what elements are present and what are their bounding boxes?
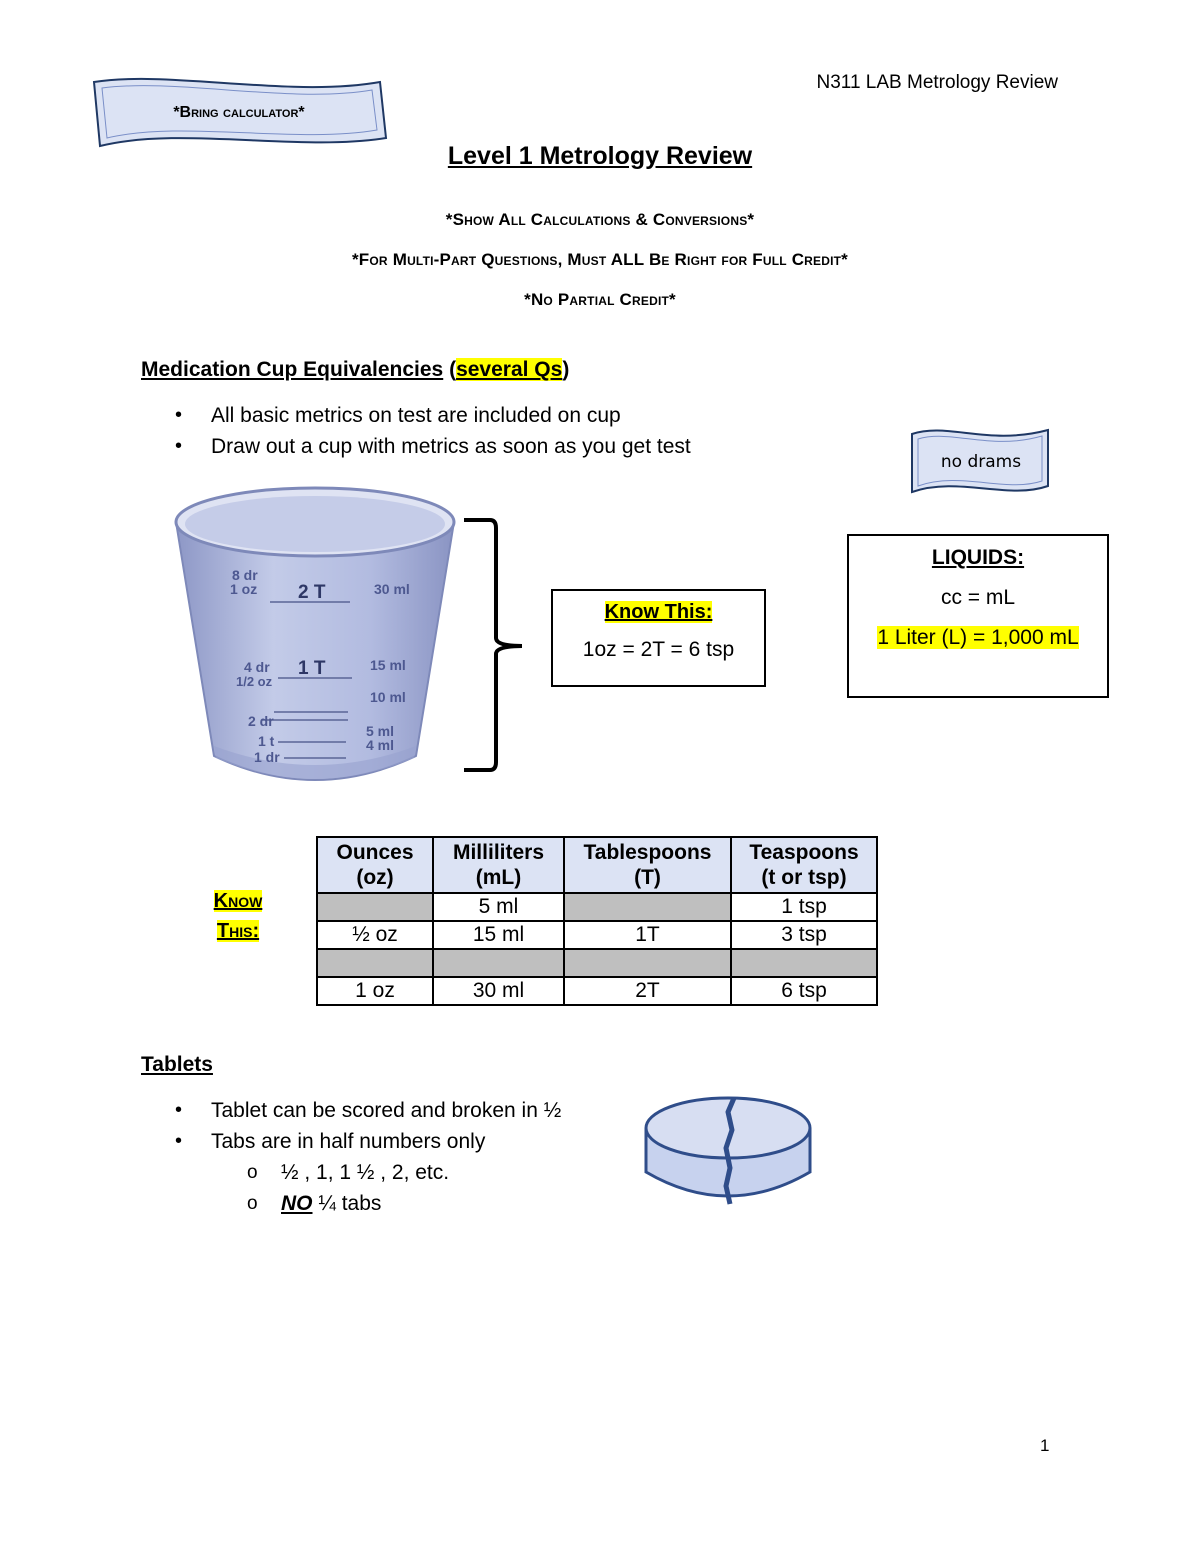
table-cell	[317, 949, 433, 977]
cup-label-4dr: 4 dr	[244, 659, 270, 675]
cup-label-1t: 1 T	[298, 658, 326, 679]
list-item: • Tablet can be scored and broken in ½	[141, 1095, 701, 1126]
list-item: • All basic metrics on test are included on cup	[141, 400, 841, 431]
document-label: N311 LAB Metrology Review	[816, 72, 1058, 93]
cup-label-1-tsp: 1 t	[258, 733, 275, 749]
cup-label-half-oz: 1/2 oz	[236, 674, 273, 689]
cup-label-2dr: 2 dr	[248, 713, 274, 729]
table-cell	[317, 893, 433, 921]
table-row	[317, 949, 877, 977]
medication-cup-illustration	[170, 484, 460, 794]
bring-calculator-text: *Bring calculator*	[173, 104, 305, 121]
cup-bracket	[460, 514, 530, 780]
med-cup-heading-close: )	[562, 358, 570, 381]
list-item: • Draw out a cup with metrics as soon as you get test	[141, 431, 841, 462]
table-cell: 5 ml	[433, 893, 564, 921]
table-header-row	[317, 837, 877, 893]
med-cup-heading-text: Medication Cup Equivalencies	[141, 358, 444, 381]
header-milliliters: Milliliters (mL)	[433, 837, 564, 893]
page-number: 1	[1040, 1436, 1050, 1455]
know-this-equation: 1oz = 2T = 6 tsp	[582, 638, 735, 661]
liquids-title: LIQUIDS:	[931, 546, 1025, 569]
tablets-sub-bullets	[141, 1157, 701, 1219]
table-cell: 1 tsp	[731, 893, 877, 921]
know-label-line2: This:	[216, 920, 260, 942]
page-title: Level 1 Metrology Review	[447, 142, 753, 170]
cup-label-1dr: 1 dr	[254, 749, 280, 765]
conversion-table	[316, 836, 878, 1006]
table-cell	[433, 949, 564, 977]
table-cell: 1 oz	[317, 977, 433, 1005]
cup-label-15ml: 15 ml	[370, 657, 406, 673]
instruction-multi-part: *For Multi-Part Questions, Must ALL Be Right for Full Credit*	[351, 250, 848, 269]
table-cell: 3 tsp	[731, 921, 877, 949]
list-item: o NO ¼ tabs	[141, 1188, 701, 1219]
tablet-illustration	[640, 1090, 816, 1212]
cup-label-4ml: 4 ml	[366, 737, 395, 753]
know-this-title: Know This:	[604, 601, 713, 623]
header-tablespoons: Tablespoons (T)	[564, 837, 731, 893]
table-cell: 1T	[564, 921, 731, 949]
med-cup-heading-open: (	[443, 358, 457, 381]
med-cup-bullets	[141, 400, 841, 462]
tablets-bullets	[141, 1095, 701, 1157]
instruction-no-partial: *No Partial Credit*	[524, 290, 676, 309]
cup-label-2t: 2 T	[298, 582, 326, 603]
list-item: • Tabs are in half numbers only	[141, 1126, 701, 1157]
table-know-this-label	[198, 886, 278, 946]
table-row	[317, 977, 877, 1005]
table-row	[317, 921, 877, 949]
liquids-liter: 1 Liter (L) = 1,000 mL	[877, 626, 1079, 649]
header-teaspoons: Teaspoons (t or tsp)	[731, 837, 877, 893]
cup-label-8dr: 8 dr	[232, 567, 258, 583]
table-cell: ½ oz	[317, 921, 433, 949]
no-emphasis: NO	[281, 1192, 313, 1215]
cup-label-30ml: 30 ml	[374, 581, 410, 597]
table-row	[317, 893, 877, 921]
instruction-show-calculations: *Show All Calculations & Conversions*	[445, 210, 755, 229]
table-cell: 30 ml	[433, 977, 564, 1005]
header-ounces: Ounces (oz)	[317, 837, 433, 893]
table-cell: 2T	[564, 977, 731, 1005]
cup-label-5ml: 5 ml	[366, 723, 395, 739]
know-this-box	[551, 589, 766, 687]
table-cell: 6 tsp	[731, 977, 877, 1005]
table-cell: 15 ml	[433, 921, 564, 949]
table-cell	[564, 949, 731, 977]
cup-label-1oz: 1 oz	[230, 581, 258, 597]
cup-label-10ml: 10 ml	[370, 689, 406, 705]
med-cup-heading	[141, 358, 569, 382]
no-drams-text: no drams	[940, 452, 1022, 472]
know-label-line1: Know	[213, 890, 263, 912]
tablets-heading: Tablets	[141, 1053, 213, 1076]
liquids-cc-ml: cc = mL	[940, 586, 1016, 609]
liquids-box	[847, 534, 1109, 698]
table-cell	[731, 949, 877, 977]
med-cup-heading-note: several Qs	[456, 358, 563, 381]
list-item: o ½ , 1, 1 ½ , 2, etc.	[141, 1157, 701, 1188]
table-cell	[564, 893, 731, 921]
